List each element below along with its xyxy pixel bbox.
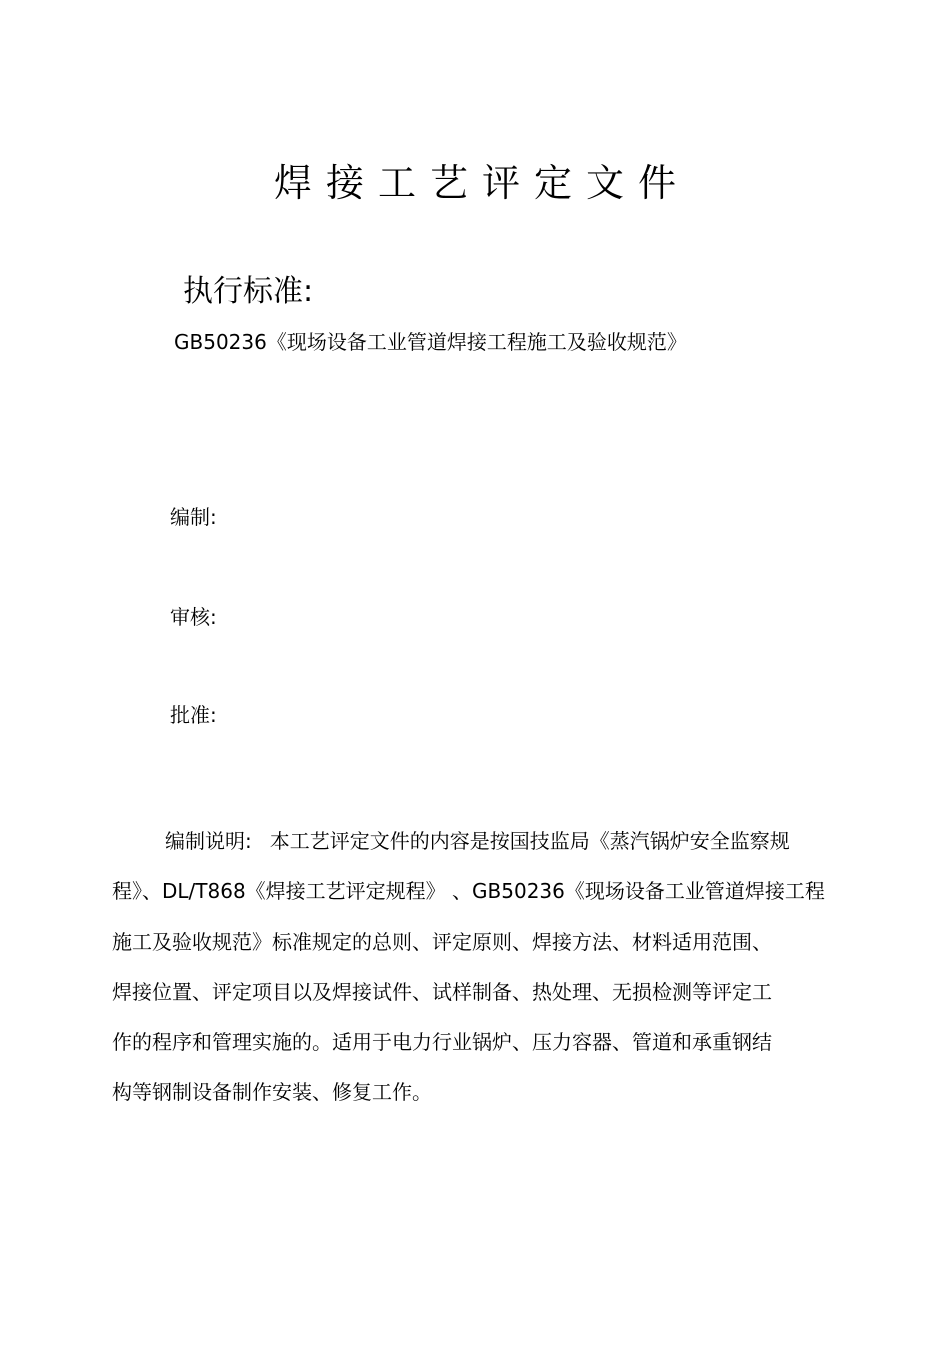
approved-by-label: 批准: (170, 703, 217, 727)
note-line-1: 本工艺评定文件的内容是按国技监局《蒸汽锅炉安全监察规 (269, 829, 790, 853)
note-label: 编制说明: (165, 829, 252, 853)
note-first-line (165, 826, 790, 856)
document-title: 焊接工艺评定文件 (273, 161, 690, 205)
reviewed-by-label: 审核: (170, 605, 217, 629)
note-line-3: 施工及验收规范》标准规定的总则、评定原则、焊接方法、材料适用范围、 (112, 930, 772, 954)
standard-text: GB50236《现场设备工业管道焊接工程施工及验收规范》 (174, 330, 687, 354)
standard-label: 执行标准: (183, 274, 314, 309)
note-line-5: 作的程序和管理实施的。适用于电力行业锅炉、压力容器、管道和承重钢结 (112, 1030, 772, 1054)
note-line-2: 程》、DL/T868《焊接工艺评定规程》 、GB50236《现场设备工业管道焊接工程 (112, 879, 825, 903)
note-line-6: 构等钢制设备制作安装、修复工作。 (112, 1080, 432, 1104)
compiled-by-label: 编制: (170, 505, 217, 529)
note-line-4: 焊接位置、评定项目以及焊接试件、试样制备、热处理、无损检测等评定工 (112, 980, 772, 1004)
